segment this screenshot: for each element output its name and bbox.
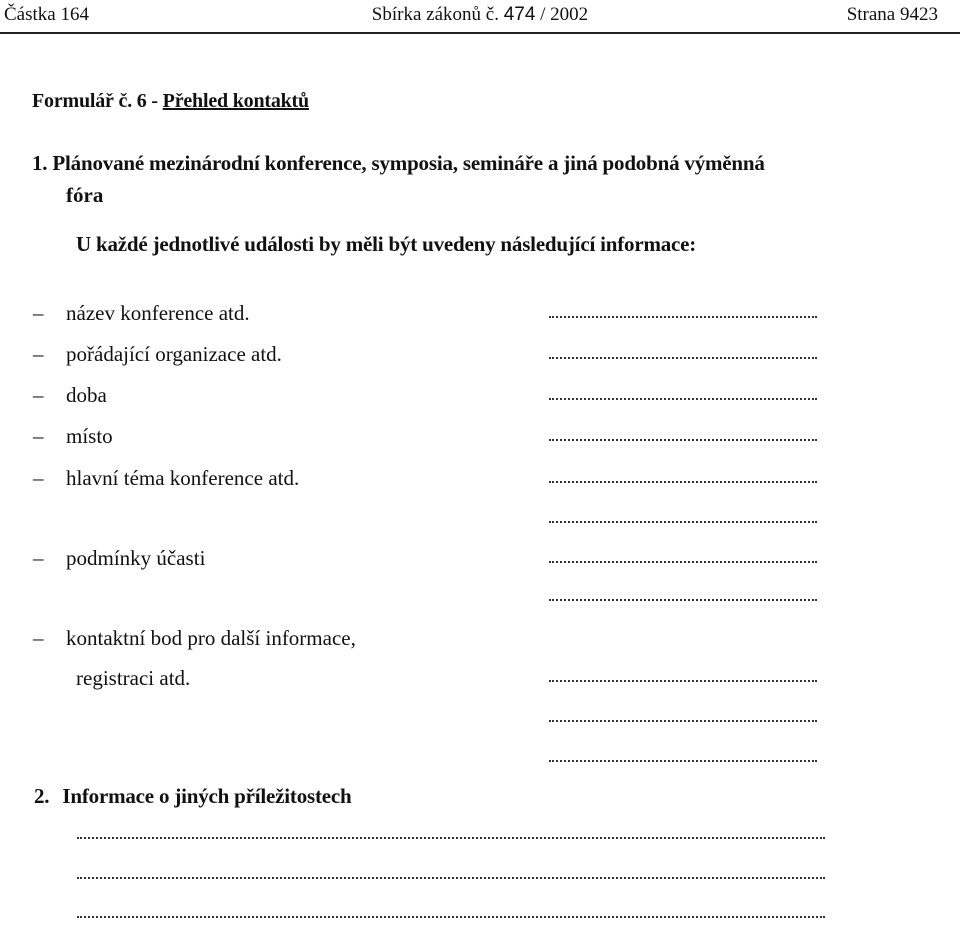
list-dash: –	[33, 342, 44, 366]
list-item-date: doba	[66, 383, 107, 407]
header-collection-number: 474	[503, 4, 536, 25]
fill-in-line	[549, 599, 817, 601]
fill-in-line	[549, 720, 817, 722]
fill-in-line	[549, 481, 817, 483]
fill-in-line	[77, 916, 825, 918]
fill-in-line	[549, 398, 817, 400]
list-dash: –	[33, 546, 44, 570]
form-label: Formulář č. 6 -	[32, 90, 158, 112]
fill-in-line	[549, 521, 817, 523]
fill-in-line	[549, 680, 817, 682]
list-item-contact: kontaktní bod pro další informace,	[66, 626, 356, 650]
header-rule	[0, 32, 960, 34]
list-item-place: místo	[66, 424, 113, 448]
header-page-number: Strana 9423	[846, 4, 938, 25]
section1-heading-line2: fóra	[66, 183, 104, 207]
section1-number: 1.	[32, 151, 48, 175]
list-dash: –	[33, 424, 44, 448]
header-collection-year: / 2002	[540, 4, 589, 25]
list-item-conditions: podmínky účasti	[66, 546, 206, 570]
list-item-name: název konference atd.	[66, 301, 250, 325]
section2-heading-text: Informace o jiných příležitostech	[62, 784, 352, 808]
fill-in-line	[549, 357, 817, 359]
fill-in-line	[77, 877, 825, 879]
section2-heading	[34, 784, 352, 809]
section2-number: 2.	[34, 784, 50, 808]
fill-in-line	[549, 561, 817, 563]
list-dash: –	[33, 383, 44, 407]
header-part-label: Částka 164	[4, 4, 89, 25]
header-collection-prefix: Sbírka zákonů č.	[371, 4, 499, 25]
fill-in-line	[549, 316, 817, 318]
list-dash: –	[33, 466, 44, 490]
list-item-organizer: pořádající organizace atd.	[66, 342, 282, 366]
header-collection	[0, 4, 960, 26]
section1-heading	[32, 151, 765, 176]
list-item-contact-cont: registraci atd.	[76, 666, 191, 690]
form-title	[32, 90, 309, 113]
list-dash: –	[33, 301, 44, 325]
fill-in-line	[77, 837, 825, 839]
form-title-text: Přehled kontaktů	[162, 90, 309, 112]
list-dash: –	[33, 626, 44, 650]
fill-in-line	[549, 439, 817, 441]
list-item-main-topic: hlavní téma konference atd.	[66, 466, 300, 490]
fill-in-line	[549, 760, 817, 762]
section1-heading-line1: Plánované mezinárodní konference, symposia, semináře a jiná podobná výměnná	[52, 151, 765, 175]
section1-subheading: U každé jednotlivé události by měli být uvedeny následující informace:	[76, 232, 697, 256]
